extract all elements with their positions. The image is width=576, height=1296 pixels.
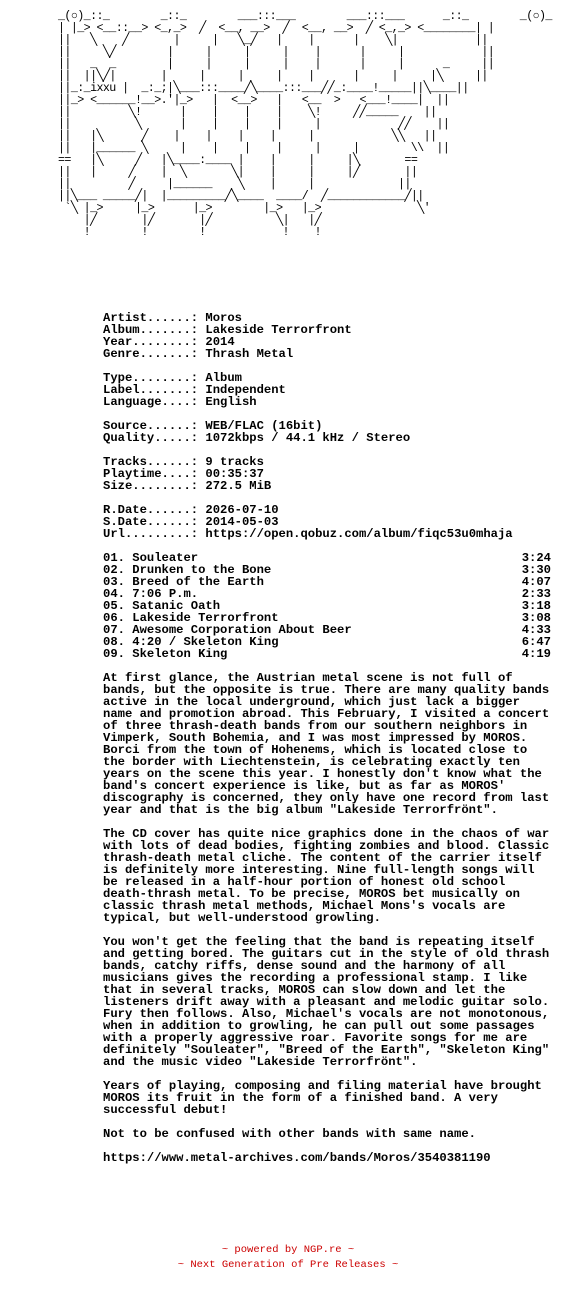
footer xyxy=(0,1243,576,1273)
track-title: 01. Souleater xyxy=(103,551,199,565)
review-paragraph: Not to be confused with other bands with same name. xyxy=(103,1127,476,1141)
info-label: Source......: xyxy=(103,419,199,433)
track-time: 6:47 xyxy=(521,635,551,649)
track-time: 3:30 xyxy=(521,563,551,577)
info-label: Genre.......: xyxy=(103,347,199,361)
footer-powered-by: ~ powered by NGP.re ~ xyxy=(221,1244,355,1256)
info-value: Moros xyxy=(205,311,242,325)
info-label: S.Date......: xyxy=(103,515,199,529)
track-time: 4:07 xyxy=(521,575,551,589)
info-row xyxy=(103,480,563,492)
review-paragraph: You won't get the feeling that the band is repeating itself and getting bored. The guitars cut in the style of old thrash bands, catchy riffs, dense sound and the harmony of all musicians gives the recording a professional stamp. I like that in several tracks, MOROS can slow down and let the listeners drift away with a pleasant and melodic guitar solo. Fury then follows. Also, Michael's vocals are not monotonous, when in addition to growling, he can pull out some passages with a properly aggressive roar. Favorite songs for me are definitely "Souleater", "Breed of the Earth", "Skeleton King" and the music video "Lakeside Terrorfrönt". xyxy=(103,935,550,1069)
info-label: Language....: xyxy=(103,395,199,409)
info-row xyxy=(103,348,563,360)
track-time: 3:24 xyxy=(521,551,551,565)
track-time: 3:18 xyxy=(521,599,551,613)
track-time: 2:33 xyxy=(521,587,551,601)
info-label: Size........: xyxy=(103,479,199,493)
info-value: Independent xyxy=(205,383,286,397)
track-time: 3:08 xyxy=(521,611,551,625)
track-title: 02. Drunken to the Bone xyxy=(103,563,272,577)
info-value: Lakeside Terrorfront xyxy=(205,323,352,337)
ascii-art-banner: _(○)_::_ _::_ ___:::___ ___:::___ _::_ _(○)_ | |_> <__::__> <_,_> ╱ <__, __> ╱ <__, __> ╱ <_,_> <________| | || ╲ ╱ | | ╲_╱ | | | ╲| || || ╲╱ | | | | | | | || || _ _ | | | | | | | _ || || ||╲╱| | | | | | | | |╲ || ||_:_ixxu | _:_;|╲___:::____╱╲____:::___╱╱_:____!_____||╲____|| ||_> <______!__>.'|_> | <__> | <__ > <___!____| || || ╲! | | | | ╲! ╱╱_____ || || ╲ | | | | | ╱╱ || || |╲ ╱ | | | | | ╲╲ || || |______ ╲ | | | | | | \\ || == |╲ ╱ |╲____:____ | | | |╲ == || | ╱ | ╲ ╲| | | |╱ || || ╱ |______ ╲ | | || ||╲___ _____╱| |_________╱╲____ ____/ ╱____________╱|| `╲ |_> |_> |_> |_> |_> ╲' |╱ |╱ |╱ ╲| |╱ ! ! ! ! ! xyxy=(58,9,552,239)
info-label: Label.......: xyxy=(103,383,199,397)
metal-archives-link[interactable]: https://www.metal-archives.com/bands/Moros/3540381190 xyxy=(103,1151,491,1165)
info-label: Type........: xyxy=(103,371,199,385)
release-info xyxy=(103,312,563,540)
info-value: Album xyxy=(205,371,242,385)
info-row xyxy=(103,432,563,444)
track-title: 04. 7:06 P.m. xyxy=(103,587,199,601)
footer-tagline: ~ Next Generation of Pre Releases ~ xyxy=(177,1259,399,1271)
info-label: R.Date......: xyxy=(103,503,199,517)
track-title: 07. Awesome Corporation About Beer xyxy=(103,623,352,637)
info-label: Album.......: xyxy=(103,323,199,337)
track-title: 08. 4:20 / Skeleton King xyxy=(103,635,279,649)
track-title: 03. Breed of the Earth xyxy=(103,575,264,589)
info-value[interactable]: https://open.qobuz.com/album/fiqc53u0mhaja xyxy=(205,527,513,541)
info-value: Thrash Metal xyxy=(205,347,294,361)
info-value: 1072kbps / 44.1 kHz / Stereo xyxy=(205,431,411,445)
review-paragraph: The CD cover has quite nice graphics done in the chaos of war with lots of dead bodies, fighting zombies and blood. Classic thrash-death metal cliche. The content of the carrier itself is definitely more interesting. Nine full-length songs will be released in a half-hour portion of honest old school death-thrash metal. To be precise, MOROS bet musically on classic thrash metal methods, Michael Mons's vocals are typical, but well-understood growling. xyxy=(103,827,550,925)
info-value: 00:35:37 xyxy=(205,467,264,481)
info-value: 272.5 MiB xyxy=(205,479,272,493)
info-value: English xyxy=(205,395,257,409)
track-row xyxy=(103,648,551,660)
info-label: Playtime....: xyxy=(103,467,199,481)
info-value: 2014 xyxy=(205,335,235,349)
info-value: WEB/FLAC (16bit) xyxy=(205,419,323,433)
track-time: 4:33 xyxy=(521,623,551,637)
review-paragraph: Years of playing, composing and filing material have brought MOROS its fruit in the form of a finished band. A very successful debut! xyxy=(103,1079,542,1117)
track-time: 4:19 xyxy=(521,647,551,661)
review-paragraph: At first glance, the Austrian metal scene is not full of bands, but the opposite is true. There are many quality bands active in the local underground, which just lack a bigger name and promotion abroad. This February, I visited a concert of three thrash-death bands from our southern neighbors in Vimperk, South Bohemia, and I was most impressed by MOROS. Borci from the town of Hohenems, which is located close to the border with Liechtenstein, is celebrating exactly ten years on the scene this year. I honestly don't know what the band's concert experience is like, but as far as MOROS' discography is concerned, they only have one record from last year and that is the big album "Lakeside Terrorfrönt". xyxy=(103,671,550,817)
info-label: Year........: xyxy=(103,335,199,349)
track-title: 05. Satanic Oath xyxy=(103,599,221,613)
info-value: 2026-07-10 xyxy=(205,503,279,517)
info-label: Url.........: xyxy=(103,527,199,541)
info-label: Tracks......: xyxy=(103,455,199,469)
info-row xyxy=(103,396,563,408)
info-label: Quality.....: xyxy=(103,431,199,445)
info-row xyxy=(103,528,563,540)
track-title: 09. Skeleton King xyxy=(103,647,228,661)
review-text xyxy=(103,672,555,1176)
track-title: 06. Lakeside Terrorfront xyxy=(103,611,279,625)
tracklist xyxy=(103,552,551,660)
info-value: 9 tracks xyxy=(205,455,264,469)
info-value: 2014-05-03 xyxy=(205,515,279,529)
info-label: Artist......: xyxy=(103,311,199,325)
